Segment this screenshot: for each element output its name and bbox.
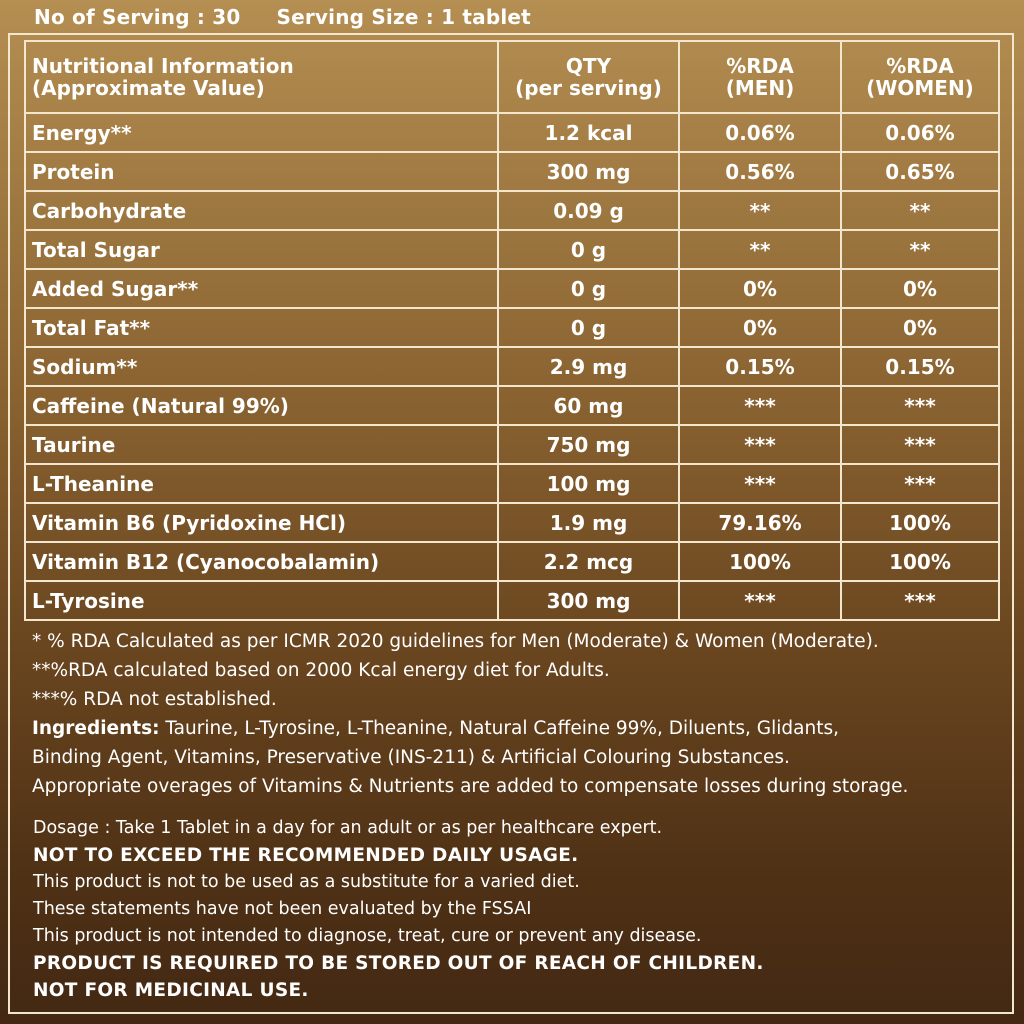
rda-men: ***	[679, 425, 841, 464]
table-row	[25, 347, 999, 386]
table-row	[25, 503, 999, 542]
rda-men: ***	[679, 386, 841, 425]
nutrient-qty: 1.2 kcal	[498, 113, 679, 152]
nutrient-name: Taurine	[25, 425, 498, 464]
nutrient-qty: 300 mg	[498, 152, 679, 191]
nutrient-name: Carbohydrate	[25, 191, 498, 230]
ingredients-label: Ingredients:	[32, 718, 160, 739]
rda-women: ***	[841, 425, 999, 464]
nutrient-qty: 60 mg	[498, 386, 679, 425]
rda-women: ***	[841, 386, 999, 425]
energy-footnote: **%RDA calculated based on 2000 Kcal energy diet for Adults.	[32, 660, 610, 681]
rda-women: 0.65%	[841, 152, 999, 191]
rda-women: 100%	[841, 542, 999, 581]
table-row	[25, 152, 999, 191]
storage-warning: PRODUCT IS REQUIRED TO BE STORED OUT OF REACH OF CHILDREN.	[33, 953, 764, 974]
nutrient-name: L-Tyrosine	[25, 581, 498, 620]
rda-women: 0%	[841, 308, 999, 347]
nutrient-name: Added Sugar**	[25, 269, 498, 308]
table-row	[25, 386, 999, 425]
rda-women: **	[841, 230, 999, 269]
nutrient-qty: 300 mg	[498, 581, 679, 620]
nutrient-name: Energy**	[25, 113, 498, 152]
rda-men: **	[679, 191, 841, 230]
footnotes	[32, 627, 1007, 801]
ingredients-line-1	[32, 714, 1007, 743]
rda-men: 100%	[679, 542, 841, 581]
table-row	[25, 269, 999, 308]
rda-men: ***	[679, 581, 841, 620]
medicinal-warning: NOT FOR MEDICINAL USE.	[33, 980, 309, 1001]
nutrient-qty: 0 g	[498, 269, 679, 308]
overages-note: Appropriate overages of Vitamins & Nutrients are added to compensate losses during storage.	[32, 776, 909, 797]
nutrient-qty: 0 g	[498, 230, 679, 269]
nutrient-qty: 0.09 g	[498, 191, 679, 230]
nutrient-qty: 750 mg	[498, 425, 679, 464]
rda-men: 0.15%	[679, 347, 841, 386]
rda-men: 0.56%	[679, 152, 841, 191]
rda-women: **	[841, 191, 999, 230]
rda-men: ***	[679, 464, 841, 503]
table-row	[25, 308, 999, 347]
rda-women: ***	[841, 464, 999, 503]
nutrient-name: L-Theanine	[25, 464, 498, 503]
nutrient-qty: 2.9 mg	[498, 347, 679, 386]
nutrient-qty: 1.9 mg	[498, 503, 679, 542]
diagnose-note: This product is not intended to diagnose, treat, cure or prevent any disease.	[33, 926, 702, 946]
header-qty: QTY (per serving)	[498, 41, 679, 113]
table-row	[25, 191, 999, 230]
exceed-warning: NOT TO EXCEED THE RECOMMENDED DAILY USAGE.	[33, 845, 579, 866]
ingredients-text-1: Taurine, L-Tyrosine, L-Theanine, Natural Caffeine 99%, Diluents, Glidants,	[159, 718, 839, 739]
rda-men: 0.06%	[679, 113, 841, 152]
table-row	[25, 542, 999, 581]
nutrient-name: Vitamin B6 (Pyridoxine HCl)	[25, 503, 498, 542]
nutrient-name: Sodium**	[25, 347, 498, 386]
rda-men: 79.16%	[679, 503, 841, 542]
not-established-footnote: ***% RDA not established.	[32, 689, 277, 710]
servings-count: No of Serving : 30	[34, 5, 241, 29]
table-header-row	[25, 41, 999, 113]
nutrition-table	[24, 40, 1000, 621]
header-rda-men: %RDA (MEN)	[679, 41, 841, 113]
rda-women: 0.15%	[841, 347, 999, 386]
table-row	[25, 425, 999, 464]
table-row	[25, 581, 999, 620]
nutrient-qty: 2.2 mcg	[498, 542, 679, 581]
serving-size: Serving Size : 1 tablet	[276, 5, 531, 29]
nutrient-name: Total Fat**	[25, 308, 498, 347]
fssai-note: These statements have not been evaluated by the FSSAI	[33, 899, 532, 919]
rda-women: ***	[841, 581, 999, 620]
rda-women: 100%	[841, 503, 999, 542]
nutrient-name: Total Sugar	[25, 230, 498, 269]
substitute-note: This product is not to be used as a substitute for a varied diet.	[33, 872, 580, 892]
serving-header	[34, 5, 531, 35]
rda-footnote: * % RDA Calculated as per ICMR 2020 guidelines for Men (Moderate) & Women (Moderate).	[32, 631, 879, 652]
rda-men: **	[679, 230, 841, 269]
header-nutrition: Nutritional Information (Approximate Value)	[25, 41, 498, 113]
nutrient-qty: 100 mg	[498, 464, 679, 503]
nutrient-name: Caffeine (Natural 99%)	[25, 386, 498, 425]
usage-instructions	[33, 815, 1008, 1004]
header-rda-women: %RDA (WOMEN)	[841, 41, 999, 113]
table-row	[25, 464, 999, 503]
rda-men: 0%	[679, 269, 841, 308]
dosage-text: Dosage : Take 1 Tablet in a day for an adult or as per healthcare expert.	[33, 818, 663, 838]
table-row	[25, 230, 999, 269]
rda-men: 0%	[679, 308, 841, 347]
nutrient-name: Vitamin B12 (Cyanocobalamin)	[25, 542, 498, 581]
ingredients-line-2: Binding Agent, Vitamins, Preservative (INS-211) & Artificial Colouring Substances.	[32, 747, 790, 768]
rda-women: 0.06%	[841, 113, 999, 152]
nutrient-qty: 0 g	[498, 308, 679, 347]
rda-women: 0%	[841, 269, 999, 308]
table-row	[25, 113, 999, 152]
nutrient-name: Protein	[25, 152, 498, 191]
